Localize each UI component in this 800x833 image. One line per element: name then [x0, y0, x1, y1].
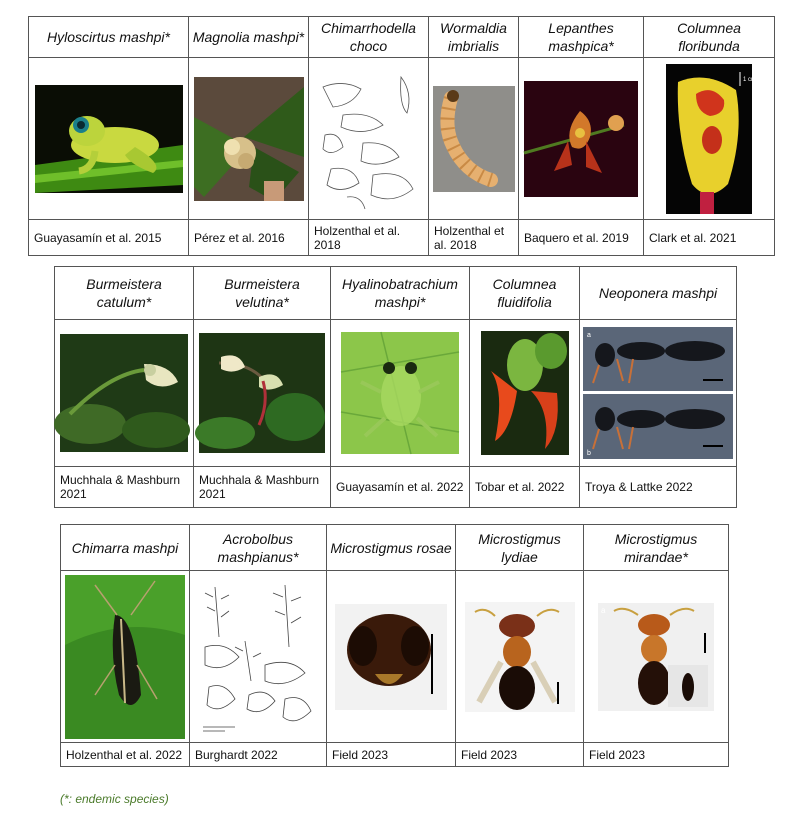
- image-cell: [429, 58, 519, 220]
- species-name: Lepanthes mashpica*: [519, 17, 644, 58]
- image-cell: [470, 320, 580, 467]
- image-cell: [190, 571, 327, 743]
- citation: Troya & Lattke 2022: [580, 467, 737, 508]
- species-name: Neoponera mashpi: [580, 267, 737, 320]
- citation: Field 2023: [456, 743, 584, 767]
- species-name: Burmeistera catulum*: [55, 267, 194, 320]
- burmeistera-catulum-photo: [60, 334, 188, 452]
- citation: Guayasamín et al. 2022: [331, 467, 470, 508]
- citation: Holzenthal et al. 2018: [429, 220, 519, 256]
- image-cell: [584, 571, 729, 743]
- caddisfly-drawing: [313, 65, 425, 213]
- wasp-lydiae-photo: [465, 602, 575, 712]
- species-name: Hyalinobatrachium mashpi*: [331, 267, 470, 320]
- species-name: Microstigmus rosae: [327, 525, 456, 571]
- citation: Muchhala & Mashburn 2021: [55, 467, 194, 508]
- citation: Clark et al. 2021: [644, 220, 775, 256]
- panel-label-b: b: [587, 450, 591, 457]
- image-cell: [580, 320, 737, 467]
- species-name: Microstigmus mirandae*: [584, 525, 729, 571]
- citation: Holzenthal et al. 2018: [309, 220, 429, 256]
- citation: Field 2023: [584, 743, 729, 767]
- species-name: Chimarra mashpi: [61, 525, 190, 571]
- footnote: (*: endemic species): [60, 792, 169, 806]
- wasp-mirandae-photo: [598, 603, 714, 711]
- magnolia-photo: [194, 77, 304, 201]
- scale-label: 1 cm: [743, 76, 757, 83]
- columnea-fluidifolia-photo: [481, 331, 569, 455]
- species-name: Wormaldia imbrialis: [429, 17, 519, 58]
- species-table-1: [28, 16, 775, 256]
- image-cell: [327, 571, 456, 743]
- citation: Muchhala & Mashburn 2021: [194, 467, 331, 508]
- citation: Burghardt 2022: [190, 743, 327, 767]
- panel-label-a: a: [587, 332, 591, 339]
- species-table-2: [54, 266, 737, 508]
- burmeistera-velutina-photo: [199, 333, 325, 453]
- citation: Field 2023: [327, 743, 456, 767]
- citation: Tobar et al. 2022: [470, 467, 580, 508]
- species-name: Microstigmus lydiae: [456, 525, 584, 571]
- image-cell: [644, 58, 775, 220]
- image-cell: [194, 320, 331, 467]
- species-name: Columnea floribunda: [644, 17, 775, 58]
- species-name: Chimarrhodella choco: [309, 17, 429, 58]
- glass-frog-photo: [341, 332, 459, 454]
- image-cell: [61, 571, 190, 743]
- larva-photo: [433, 86, 515, 192]
- citation: Pérez et al. 2016: [189, 220, 309, 256]
- liverwort-drawing: [195, 577, 321, 737]
- wasp-head-photo: [335, 604, 447, 710]
- image-cell: [55, 320, 194, 467]
- image-cell: [456, 571, 584, 743]
- citation: Holzenthal et al. 2022: [61, 743, 190, 767]
- citation: Baquero et al. 2019: [519, 220, 644, 256]
- frog-photo: [35, 85, 183, 193]
- chimarra-photo: [65, 575, 185, 739]
- panel-label-a: a: [601, 605, 606, 615]
- image-cell: [189, 58, 309, 220]
- species-name: Acrobolbus mashpianus*: [190, 525, 327, 571]
- image-cell: [29, 58, 189, 220]
- species-name: Magnolia mashpi*: [189, 17, 309, 58]
- columnea-photo: [666, 64, 757, 214]
- species-table-3: [60, 524, 729, 767]
- ant-photo: [583, 327, 733, 459]
- citation: Guayasamín et al. 2015: [29, 220, 189, 256]
- species-name: Burmeistera velutina*: [194, 267, 331, 320]
- image-cell: [331, 320, 470, 467]
- species-name: Hyloscirtus mashpi*: [29, 17, 189, 58]
- image-cell: [519, 58, 644, 220]
- image-cell: [309, 58, 429, 220]
- species-name: Columnea fluidifolia: [470, 267, 580, 320]
- orchid-photo: [524, 81, 638, 197]
